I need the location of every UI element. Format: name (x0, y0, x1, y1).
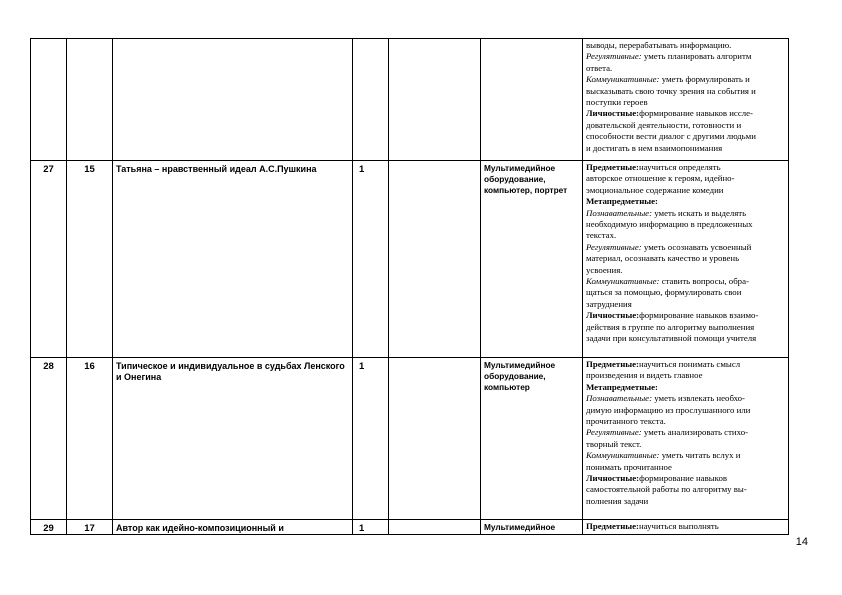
result-category-label: Личностные: (586, 473, 640, 484)
cell-lesson: 15 (67, 161, 113, 358)
result-line (586, 484, 785, 495)
result-text: необходимую информацию в предложенных (586, 219, 753, 230)
result-text: научиться выполнять (638, 521, 719, 531)
result-line (586, 97, 785, 108)
cell-lesson: 16 (67, 358, 113, 520)
result-line (586, 63, 785, 74)
result-category-label: Регулятивные: (586, 427, 642, 438)
cell-equipment: Мультимедийное оборудование, компьютер, портрет (481, 161, 583, 358)
cell-equipment (481, 39, 583, 161)
result-line (586, 382, 785, 393)
result-category-label: Предметные: (586, 359, 639, 369)
cell-equipment: Мультимедийное (481, 520, 583, 535)
cell-hours: 1 (353, 520, 389, 535)
result-text: самостоятельной работы по алгоритму вы- (586, 484, 747, 495)
cell-blank (389, 520, 481, 535)
cell-topic: Татьяна – нравственный идеал А.С.Пушкина (113, 161, 353, 358)
result-line (586, 120, 785, 131)
result-line (586, 108, 785, 119)
result-text: произведения и видеть главное (586, 370, 703, 381)
cell-results (583, 161, 789, 358)
table-row (31, 161, 789, 358)
result-line (586, 230, 785, 241)
cell-topic (113, 39, 353, 161)
cell-results (583, 39, 789, 161)
result-text: авторское отношение к героям, идейно- (586, 173, 735, 184)
result-text: уметь формулировать и (659, 74, 750, 85)
result-category-label: Познавательные: (586, 207, 653, 218)
result-line (586, 219, 785, 230)
result-text: действия в группе по алгоритму выполнения (586, 321, 755, 332)
result-category-label: Метапредметные: (586, 196, 658, 207)
result-line (586, 208, 785, 219)
result-category-label: Метапредметные: (586, 381, 658, 392)
result-line (586, 322, 785, 333)
result-text: текстах. (586, 230, 617, 241)
result-line (586, 370, 785, 381)
result-text: усвоения. (586, 264, 623, 275)
result-text: прочитанного текста. (586, 416, 666, 427)
cell-hours: 1 (353, 161, 389, 358)
cell-num: 27 (31, 161, 67, 358)
cell-lesson: 17 (67, 520, 113, 535)
table-row (31, 520, 789, 535)
result-text: и достигать в нем взаимопонимания (586, 142, 723, 153)
result-line (586, 287, 785, 298)
result-text: способности вести диалог с другими людьми (586, 131, 756, 142)
cell-num: 28 (31, 358, 67, 520)
result-text: высказывать свою точку зрения на события и (586, 85, 756, 96)
result-line (586, 143, 785, 154)
page-number: 14 (795, 536, 808, 548)
result-category-label: Коммуникативные: (586, 276, 660, 287)
result-line (586, 242, 785, 253)
result-line (586, 393, 785, 404)
result-text: выводы, перерабатывать информацию. (586, 40, 732, 50)
result-line (586, 86, 785, 97)
result-text: уметь читать вслух и (659, 450, 741, 461)
table-row-continuation (31, 39, 789, 161)
result-text: затруднения (586, 298, 632, 309)
result-category-label: Личностные: (586, 310, 640, 321)
result-line (586, 276, 785, 287)
result-line (586, 405, 785, 416)
result-category-label: Предметные: (586, 521, 639, 531)
result-text: задачи при консультативной помощи учителя (586, 333, 757, 344)
cell-results (583, 358, 789, 520)
result-category-label: Личностные: (586, 108, 640, 119)
result-category-label: Познавательные: (586, 393, 653, 404)
result-text: формирование навыков (639, 473, 728, 484)
result-text: поступки героев (586, 97, 648, 108)
result-line (586, 299, 785, 310)
result-text: ставить вопросы, обра- (659, 276, 749, 287)
cell-topic: Автор как идейно-композиционный и (113, 520, 353, 535)
result-text: уметь планировать алгоритм (641, 51, 752, 62)
result-line (586, 427, 785, 438)
result-text: уметь извлекать необхо- (652, 393, 745, 404)
result-line (586, 439, 785, 450)
lesson-plan-table (30, 38, 789, 535)
cell-results (583, 520, 789, 535)
result-text: уметь анализировать стихо- (641, 427, 749, 438)
result-line (586, 496, 785, 507)
cell-hours: 1 (353, 358, 389, 520)
cell-blank (389, 39, 481, 161)
result-text: творный текст. (586, 438, 642, 449)
result-line (586, 333, 785, 344)
result-line (586, 185, 785, 196)
result-text: уметь искать и выделять (652, 207, 747, 218)
cell-num (31, 39, 67, 161)
table-row (31, 358, 789, 520)
result-text: уметь осознавать усвоенный (641, 241, 752, 252)
result-line (586, 253, 785, 264)
cell-blank (389, 161, 481, 358)
result-text: ответа. (586, 62, 613, 73)
result-line (586, 450, 785, 461)
result-line (586, 416, 785, 427)
result-text: формирование навыков взаимо- (639, 310, 759, 321)
result-category-label: Коммуникативные: (586, 74, 660, 85)
cell-num: 29 (31, 520, 67, 535)
cell-blank (389, 358, 481, 520)
result-text: полнения задачи (586, 495, 649, 506)
result-text: димую информацию из прослушанного или (586, 404, 751, 415)
result-text: научиться определять (638, 162, 721, 172)
result-text: эмоциональное содержание комедии (586, 184, 724, 195)
cell-topic: Типическое и индивидуальное в судьбах Ленского и Онегина (113, 358, 353, 520)
result-line (586, 162, 785, 173)
result-line (586, 173, 785, 184)
result-text: формирование навыков иссле- (639, 108, 753, 119)
result-line (586, 521, 785, 532)
result-line (586, 51, 785, 62)
result-text: научиться понимать смысл (638, 359, 741, 369)
result-category-label: Регулятивные: (586, 51, 642, 62)
result-line (586, 310, 785, 321)
result-text: материал, осознавать качество и уровень (586, 253, 740, 264)
result-category-label: Коммуникативные: (586, 450, 660, 461)
cell-hours (353, 39, 389, 161)
result-text: довательской деятельности, готовности и (586, 119, 742, 130)
result-line (586, 131, 785, 142)
result-line (586, 462, 785, 473)
result-text: щаться за помощью, формулировать свои (586, 287, 742, 298)
result-text: понимать прочитанное (586, 461, 672, 472)
result-line (586, 40, 785, 51)
cell-equipment: Мультимедийное оборудование, компьютер (481, 358, 583, 520)
result-category-label: Регулятивные: (586, 241, 642, 252)
cell-lesson (67, 39, 113, 161)
result-category-label: Предметные: (586, 162, 639, 172)
result-line (586, 196, 785, 207)
result-line (586, 265, 785, 276)
result-line (586, 359, 785, 370)
result-line (586, 74, 785, 85)
result-line (586, 473, 785, 484)
